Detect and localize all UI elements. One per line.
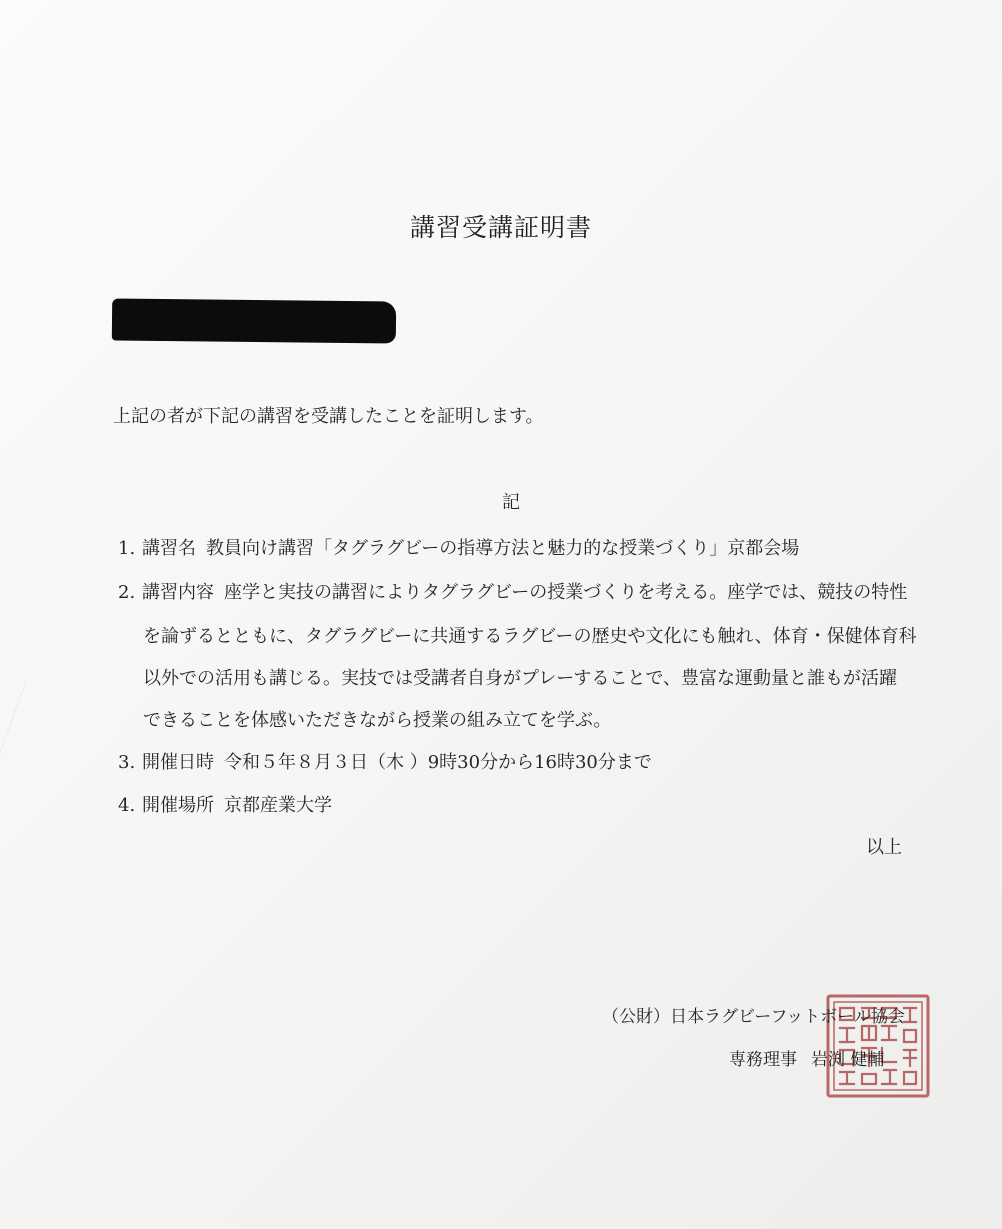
paper-crease (0, 678, 65, 833)
redacted-name (112, 299, 396, 344)
item-venue (118, 791, 332, 817)
issuer-name: 岩渕 健輔 (811, 1050, 885, 1070)
item-label: 開催日時 (142, 752, 214, 773)
issuer-position: 専務理事 (729, 1050, 797, 1070)
item-course-name (118, 534, 799, 560)
content-line-3: 以外での活用も講じる。実技では受講者自身がプレーすることで、豊富な運動量と誰もが活躍 (143, 668, 898, 689)
item-label: 講習名 (142, 538, 196, 559)
item-number: 2. (118, 582, 136, 603)
item-value: 教員向け講習「タグラグビーの指導方法と魅力的な授業づくり」京都会場 (206, 538, 800, 559)
item-value: 京都産業大学 (224, 795, 332, 816)
closing-text: 以上 (866, 837, 902, 858)
content-line-2: を論ずるとともに、タグラグビーに共通するラグビーの歴史や文化にも触れ、体育・保健体育科 (143, 626, 917, 647)
document-title: 講習受講証明書 (409, 213, 592, 242)
item-date-time (118, 748, 652, 774)
item-value: 令和５年８月３日（木 ）9時30分から16時30分まで (224, 752, 652, 773)
item-value: 座学と実技の講習によりタグラグビーの授業づくりを考える。座学では、競技の特性 (224, 582, 908, 603)
item-number: 1. (118, 538, 136, 559)
issuer-signatory (729, 1045, 884, 1070)
item-label: 開催場所 (142, 795, 214, 816)
intro-text: 上記の者が下記の講習を受講したことを証明します。 (113, 406, 544, 427)
item-course-content (118, 578, 907, 604)
ki-heading: 記 (502, 492, 520, 513)
issuer-organization: （公財）日本ラグビーフットボール協会 (602, 1007, 905, 1027)
item-number: 3. (118, 752, 136, 773)
item-label: 講習内容 (142, 582, 214, 603)
item-number: 4. (118, 795, 136, 816)
content-line-4: できることを体感いただきながら授業の組み立てを学ぶ。 (143, 710, 612, 731)
